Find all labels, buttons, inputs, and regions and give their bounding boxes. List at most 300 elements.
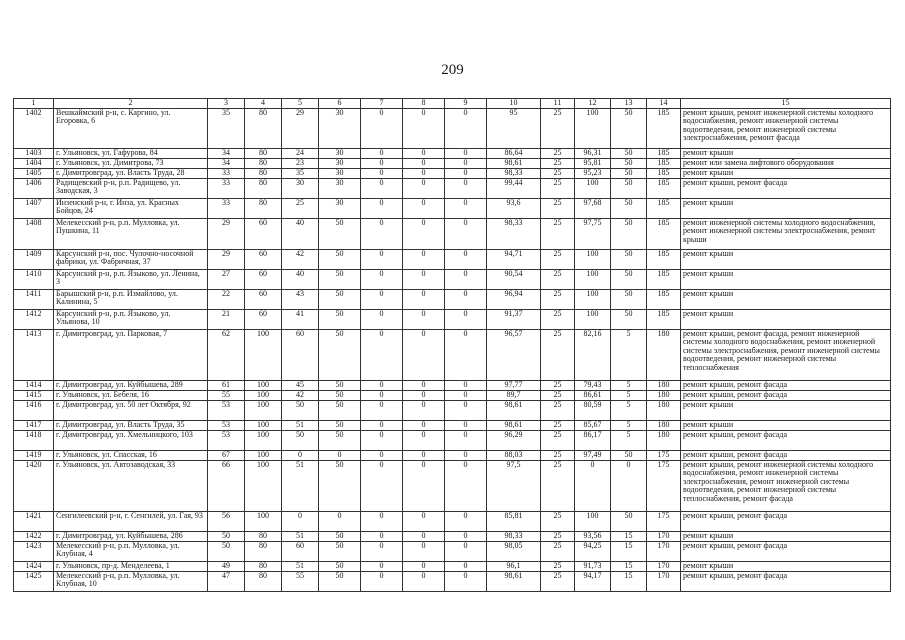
value-cell: 94,71	[487, 249, 541, 269]
value-cell: 180	[647, 329, 681, 380]
value-cell: 100	[245, 329, 282, 380]
address-cell: Мелекесский р-н, р.п. Мулловка, ул. Пушкина, 11	[54, 218, 208, 249]
value-cell: 66	[208, 460, 245, 511]
value-cell: 97,49	[575, 450, 611, 460]
value-cell: 180	[647, 430, 681, 450]
value-cell: 0	[361, 198, 403, 218]
value-cell: 0	[361, 309, 403, 329]
value-cell: 0	[403, 108, 445, 148]
column-header: 15	[681, 99, 891, 109]
works-cell: ремонт крыши, ремонт фасада	[681, 380, 891, 390]
table-row	[14, 541, 891, 561]
row-number: 1418	[14, 430, 54, 450]
value-cell: 40	[282, 269, 319, 289]
value-cell: 30	[282, 178, 319, 198]
value-cell: 60	[245, 309, 282, 329]
value-cell: 0	[445, 531, 487, 541]
column-header: 12	[575, 99, 611, 109]
value-cell: 42	[282, 249, 319, 269]
works-cell: ремонт крыши	[681, 168, 891, 178]
value-cell: 0	[361, 511, 403, 531]
value-cell: 60	[245, 249, 282, 269]
value-cell: 50	[319, 249, 361, 269]
value-cell: 25	[541, 108, 575, 148]
column-header: 9	[445, 99, 487, 109]
value-cell: 97,5	[487, 460, 541, 511]
value-cell: 50	[319, 390, 361, 400]
value-cell: 97,77	[487, 380, 541, 390]
value-cell: 5	[611, 390, 647, 400]
value-cell: 180	[647, 400, 681, 420]
value-cell: 35	[208, 108, 245, 148]
value-cell: 53	[208, 400, 245, 420]
value-cell: 50	[319, 269, 361, 289]
value-cell: 25	[541, 430, 575, 450]
value-cell: 49	[208, 561, 245, 571]
value-cell: 100	[245, 511, 282, 531]
row-number: 1409	[14, 249, 54, 269]
value-cell: 23	[282, 158, 319, 168]
value-cell: 53	[208, 430, 245, 450]
value-cell: 180	[647, 390, 681, 400]
value-cell: 98,61	[487, 158, 541, 168]
value-cell: 35	[282, 168, 319, 178]
value-cell: 25	[541, 198, 575, 218]
value-cell: 0	[445, 541, 487, 561]
value-cell: 29	[208, 218, 245, 249]
row-number: 1411	[14, 289, 54, 309]
row-number: 1405	[14, 168, 54, 178]
works-cell: ремонт крыши	[681, 198, 891, 218]
table-row	[14, 168, 891, 178]
value-cell: 25	[541, 420, 575, 430]
value-cell: 100	[575, 108, 611, 148]
value-cell: 185	[647, 249, 681, 269]
value-cell: 0	[361, 148, 403, 158]
value-cell: 50	[611, 158, 647, 168]
value-cell: 29	[282, 108, 319, 148]
row-number: 1424	[14, 561, 54, 571]
table-row	[14, 309, 891, 329]
value-cell: 60	[245, 289, 282, 309]
value-cell: 62	[208, 329, 245, 380]
table-row	[14, 430, 891, 450]
row-number: 1402	[14, 108, 54, 148]
address-cell: г. Димитровград, ул. Парковая, 7	[54, 329, 208, 380]
value-cell: 0	[403, 460, 445, 511]
value-cell: 0	[445, 269, 487, 289]
value-cell: 55	[282, 571, 319, 591]
value-cell: 0	[361, 178, 403, 198]
value-cell: 0	[403, 178, 445, 198]
value-cell: 0	[361, 249, 403, 269]
value-cell: 30	[319, 148, 361, 158]
value-cell: 50	[319, 400, 361, 420]
value-cell: 95,81	[575, 158, 611, 168]
value-cell: 80	[245, 531, 282, 541]
address-cell: г. Димитровград, ул. Власть Труда, 28	[54, 168, 208, 178]
value-cell: 24	[282, 148, 319, 158]
row-number: 1422	[14, 531, 54, 541]
value-cell: 25	[541, 148, 575, 158]
works-cell: ремонт крыши, ремонт фасада	[681, 450, 891, 460]
row-number: 1410	[14, 269, 54, 289]
value-cell: 25	[541, 571, 575, 591]
address-cell: г. Ульяновск, ул. Автозаводская, 33	[54, 460, 208, 511]
value-cell: 175	[647, 450, 681, 460]
works-cell: ремонт инженерной системы холодного водоснабжения, ремонт инженерной системы электроснабжения, ремонт крыши	[681, 218, 891, 249]
table-row	[14, 400, 891, 420]
value-cell: 80	[245, 158, 282, 168]
value-cell: 0	[361, 390, 403, 400]
address-cell: Мелекесский р-н, р.п. Мулловка, ул. Клубная, 4	[54, 541, 208, 561]
value-cell: 99,44	[487, 178, 541, 198]
value-cell: 100	[245, 400, 282, 420]
value-cell: 25	[541, 400, 575, 420]
value-cell: 41	[282, 309, 319, 329]
value-cell: 85,67	[575, 420, 611, 430]
value-cell: 100	[575, 289, 611, 309]
value-cell: 25	[541, 269, 575, 289]
value-cell: 0	[403, 198, 445, 218]
value-cell: 0	[361, 430, 403, 450]
value-cell: 100	[245, 390, 282, 400]
value-cell: 0	[403, 168, 445, 178]
value-cell: 25	[541, 178, 575, 198]
value-cell: 185	[647, 178, 681, 198]
address-cell: Инзенский р-н, г. Инза, ул. Красных Бойцов, 24	[54, 198, 208, 218]
works-cell: ремонт крыши, ремонт фасада	[681, 390, 891, 400]
value-cell: 91,37	[487, 309, 541, 329]
address-cell: г. Димитровград, ул. Хмельницкого, 103	[54, 430, 208, 450]
value-cell: 94,25	[575, 541, 611, 561]
value-cell: 60	[245, 269, 282, 289]
value-cell: 0	[361, 450, 403, 460]
value-cell: 98,61	[487, 420, 541, 430]
value-cell: 89,7	[487, 390, 541, 400]
value-cell: 0	[361, 561, 403, 571]
table-row	[14, 178, 891, 198]
table-row	[14, 511, 891, 531]
value-cell: 50	[319, 309, 361, 329]
row-number: 1403	[14, 148, 54, 158]
value-cell: 0	[361, 168, 403, 178]
value-cell: 93,56	[575, 531, 611, 541]
value-cell: 80,59	[575, 400, 611, 420]
value-cell: 50	[319, 289, 361, 309]
value-cell: 0	[319, 511, 361, 531]
value-cell: 30	[319, 168, 361, 178]
column-header: 6	[319, 99, 361, 109]
address-cell: г. Ульяновск, пр-д. Менделеева, 1	[54, 561, 208, 571]
value-cell: 0	[445, 168, 487, 178]
value-cell: 25	[541, 561, 575, 571]
value-cell: 0	[445, 460, 487, 511]
address-cell: г. Димитровград, ул. 50 лет Октября, 92	[54, 400, 208, 420]
value-cell: 0	[445, 420, 487, 430]
value-cell: 100	[575, 249, 611, 269]
value-cell: 0	[403, 561, 445, 571]
value-cell: 15	[611, 571, 647, 591]
value-cell: 33	[208, 198, 245, 218]
column-header: 10	[487, 99, 541, 109]
value-cell: 85,81	[487, 511, 541, 531]
works-cell: ремонт крыши, ремонт фасада	[681, 571, 891, 591]
value-cell: 98,33	[487, 531, 541, 541]
value-cell: 0	[361, 158, 403, 168]
value-cell: 33	[208, 168, 245, 178]
address-cell: Сенгилеевский р-н, г. Сенгилей, ул. Гая, 93	[54, 511, 208, 531]
value-cell: 0	[403, 158, 445, 168]
value-cell: 0	[445, 178, 487, 198]
address-cell: г. Димитровград, ул. Власть Труда, 35	[54, 420, 208, 430]
works-cell: ремонт крыши	[681, 309, 891, 329]
value-cell: 91,73	[575, 561, 611, 571]
value-cell: 96,57	[487, 329, 541, 380]
column-header: 5	[282, 99, 319, 109]
value-cell: 0	[361, 460, 403, 511]
value-cell: 0	[445, 450, 487, 460]
row-number: 1408	[14, 218, 54, 249]
table-row	[14, 460, 891, 511]
row-number: 1425	[14, 571, 54, 591]
works-cell: ремонт крыши, ремонт инженерной системы холодного водоснабжения, ремонт инженерной системы водоотведения, ремонт инженерной системы электроснабжения, ремонт фасада	[681, 108, 891, 148]
works-cell: ремонт крыши	[681, 400, 891, 420]
value-cell: 0	[361, 269, 403, 289]
value-cell: 33	[208, 178, 245, 198]
value-cell: 0	[445, 400, 487, 420]
value-cell: 95	[487, 108, 541, 148]
value-cell: 96,31	[575, 148, 611, 158]
table-row	[14, 380, 891, 390]
value-cell: 0	[445, 218, 487, 249]
value-cell: 0	[403, 400, 445, 420]
works-cell: ремонт крыши	[681, 148, 891, 158]
page-number: 209	[441, 62, 464, 78]
value-cell: 25	[541, 218, 575, 249]
value-cell: 25	[541, 511, 575, 531]
value-cell: 180	[647, 420, 681, 430]
value-cell: 30	[319, 198, 361, 218]
value-cell: 0	[445, 309, 487, 329]
value-cell: 15	[611, 531, 647, 541]
value-cell: 50	[319, 430, 361, 450]
row-number: 1417	[14, 420, 54, 430]
value-cell: 185	[647, 168, 681, 178]
works-cell: ремонт крыши	[681, 269, 891, 289]
value-cell: 51	[282, 561, 319, 571]
value-cell: 96,94	[487, 289, 541, 309]
value-cell: 80	[245, 198, 282, 218]
table-row	[14, 571, 891, 591]
value-cell: 55	[208, 390, 245, 400]
value-cell: 30	[319, 158, 361, 168]
address-cell: Вешкаймский р-н, с. Каргино, ул. Егоровка, 6	[54, 108, 208, 148]
value-cell: 100	[245, 380, 282, 390]
value-cell: 0	[403, 309, 445, 329]
value-cell: 0	[361, 108, 403, 148]
table-row	[14, 289, 891, 309]
value-cell: 61	[208, 380, 245, 390]
table-row	[14, 450, 891, 460]
value-cell: 100	[245, 450, 282, 460]
value-cell: 0	[445, 380, 487, 390]
works-cell: ремонт крыши	[681, 561, 891, 571]
value-cell: 0	[361, 420, 403, 430]
value-cell: 80	[245, 108, 282, 148]
value-cell: 80	[245, 178, 282, 198]
table-row	[14, 329, 891, 380]
address-cell: г. Димитровград, ул. Куйбышева, 289	[54, 380, 208, 390]
value-cell: 97,68	[575, 198, 611, 218]
value-cell: 5	[611, 400, 647, 420]
value-cell: 53	[208, 420, 245, 430]
value-cell: 80	[245, 168, 282, 178]
value-cell: 25	[282, 198, 319, 218]
value-cell: 100	[575, 511, 611, 531]
value-cell: 0	[403, 218, 445, 249]
value-cell: 94,17	[575, 571, 611, 591]
address-cell: Радищевский р-н, р.п. Радищево, ул. Заводская, 3	[54, 178, 208, 198]
value-cell: 25	[541, 541, 575, 561]
address-cell: Карсунский р-н, р.п. Языково, ул. Ленина, 3	[54, 269, 208, 289]
value-cell: 47	[208, 571, 245, 591]
value-cell: 80	[245, 541, 282, 561]
value-cell: 98,33	[487, 168, 541, 178]
row-number: 1412	[14, 309, 54, 329]
value-cell: 0	[403, 148, 445, 158]
value-cell: 175	[647, 460, 681, 511]
value-cell: 96,29	[487, 430, 541, 450]
value-cell: 67	[208, 450, 245, 460]
works-cell: ремонт крыши	[681, 531, 891, 541]
table-row	[14, 218, 891, 249]
value-cell: 22	[208, 289, 245, 309]
value-cell: 25	[541, 450, 575, 460]
value-cell: 51	[282, 460, 319, 511]
value-cell: 185	[647, 148, 681, 158]
value-cell: 185	[647, 269, 681, 289]
value-cell: 170	[647, 531, 681, 541]
value-cell: 42	[282, 390, 319, 400]
value-cell: 86,64	[487, 148, 541, 158]
value-cell: 0	[403, 571, 445, 591]
value-cell: 0	[445, 289, 487, 309]
value-cell: 0	[403, 420, 445, 430]
address-cell: Мелекесский р-н, р.п. Мулловка, ул. Клубная, 10	[54, 571, 208, 591]
row-number: 1415	[14, 390, 54, 400]
value-cell: 25	[541, 460, 575, 511]
address-cell: г. Ульяновск, ул. Спасская, 16	[54, 450, 208, 460]
value-cell: 50	[282, 430, 319, 450]
value-cell: 0	[611, 460, 647, 511]
value-cell: 180	[647, 380, 681, 390]
value-cell: 97,75	[575, 218, 611, 249]
column-header: 3	[208, 99, 245, 109]
value-cell: 25	[541, 380, 575, 390]
value-cell: 170	[647, 571, 681, 591]
value-cell: 50	[319, 571, 361, 591]
table-row	[14, 198, 891, 218]
value-cell: 0	[445, 198, 487, 218]
works-cell: ремонт крыши, ремонт фасада	[681, 511, 891, 531]
value-cell: 185	[647, 309, 681, 329]
value-cell: 96,1	[487, 561, 541, 571]
value-cell: 5	[611, 329, 647, 380]
column-header: 14	[647, 99, 681, 109]
row-number: 1406	[14, 178, 54, 198]
address-cell: г. Ульяновск, ул. Бебеля, 16	[54, 390, 208, 400]
value-cell: 50	[611, 511, 647, 531]
value-cell: 25	[541, 329, 575, 380]
header-row	[14, 99, 891, 109]
value-cell: 0	[403, 450, 445, 460]
value-cell: 0	[403, 430, 445, 450]
value-cell: 0	[445, 430, 487, 450]
value-cell: 170	[647, 561, 681, 571]
value-cell: 0	[445, 158, 487, 168]
value-cell: 88,03	[487, 450, 541, 460]
value-cell: 80	[245, 571, 282, 591]
works-cell: ремонт крыши, ремонт фасада	[681, 541, 891, 561]
value-cell: 93,6	[487, 198, 541, 218]
value-cell: 0	[403, 541, 445, 561]
value-cell: 0	[403, 511, 445, 531]
value-cell: 0	[403, 531, 445, 541]
value-cell: 50	[611, 178, 647, 198]
address-cell: г. Ульяновск, ул. Димитрова, 73	[54, 158, 208, 168]
value-cell: 5	[611, 430, 647, 450]
value-cell: 25	[541, 168, 575, 178]
value-cell: 25	[541, 158, 575, 168]
column-header: 11	[541, 99, 575, 109]
value-cell: 50	[611, 148, 647, 158]
row-number: 1419	[14, 450, 54, 460]
value-cell: 5	[611, 420, 647, 430]
value-cell: 100	[575, 178, 611, 198]
value-cell: 21	[208, 309, 245, 329]
value-cell: 98,61	[487, 571, 541, 591]
works-cell: ремонт крыши	[681, 420, 891, 430]
table-row	[14, 420, 891, 430]
value-cell: 0	[319, 450, 361, 460]
address-cell: Карсунский р-н, пос. Чулочно-носочной фабрики, ул. Фабричная, 37	[54, 249, 208, 269]
value-cell: 0	[361, 541, 403, 561]
value-cell: 30	[319, 178, 361, 198]
value-cell: 50	[282, 400, 319, 420]
value-cell: 60	[282, 329, 319, 380]
value-cell: 79,43	[575, 380, 611, 390]
value-cell: 50	[319, 460, 361, 511]
address-cell: г. Димитровград, ул. Куйбышева, 286	[54, 531, 208, 541]
value-cell: 27	[208, 269, 245, 289]
value-cell: 86,17	[575, 430, 611, 450]
table-row	[14, 269, 891, 289]
address-cell: Карсунский р-н, р.п. Языково, ул. Ульянова, 10	[54, 309, 208, 329]
row-number: 1420	[14, 460, 54, 511]
value-cell: 51	[282, 531, 319, 541]
column-header: 13	[611, 99, 647, 109]
row-number: 1413	[14, 329, 54, 380]
value-cell: 100	[245, 460, 282, 511]
value-cell: 0	[361, 400, 403, 420]
column-header: 7	[361, 99, 403, 109]
table-row	[14, 148, 891, 158]
table-row	[14, 531, 891, 541]
value-cell: 50	[611, 198, 647, 218]
value-cell: 25	[541, 289, 575, 309]
works-cell: ремонт крыши, ремонт фасада	[681, 430, 891, 450]
